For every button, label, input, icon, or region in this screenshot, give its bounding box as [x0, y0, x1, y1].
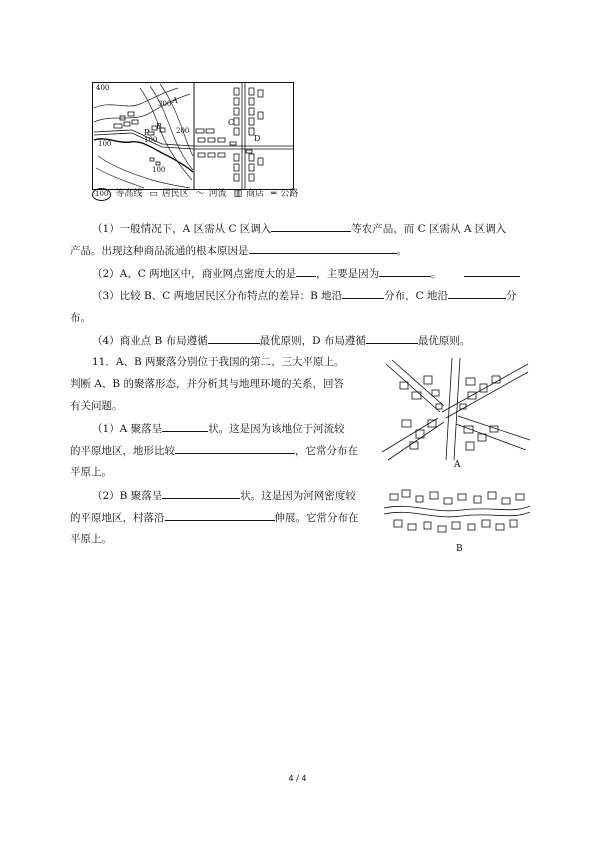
q11-part2-blank-2[interactable]: [165, 510, 275, 521]
q11-part1-blank-2[interactable]: [175, 443, 295, 454]
q10-part4-text-b: 最优原则，D 布局遵循: [259, 335, 366, 347]
q11-line2: 判断 A、B 的聚落形态，并分析其与地理环境的关系，回答: [70, 378, 344, 390]
q11-part2-line2: [70, 510, 359, 525]
map-label-c: C: [228, 118, 235, 127]
q10-part3-line1: [92, 288, 517, 303]
q11-part2-text-d: 伸展。它常分布在: [274, 512, 359, 524]
q11-part2-line1: [92, 488, 356, 503]
q10-part1-line1: [92, 221, 506, 236]
contour-label-200: 200: [176, 127, 190, 135]
q10-part4-text-c: 最优原则。: [417, 335, 471, 347]
q10-part2-line: [92, 266, 520, 281]
contour-label-400: 400: [96, 84, 110, 92]
page-number: 4 / 4: [288, 774, 307, 783]
legend-shop-label: 商店: [246, 189, 265, 199]
map-label-d: D: [254, 134, 261, 143]
q10-part3-text-b: 分布，C 地沿: [384, 290, 449, 302]
q11-part2-line3: 平原上。: [70, 533, 112, 545]
legend-contour-icon: 100: [92, 188, 111, 201]
legend-road-icon: ═: [270, 189, 277, 199]
q10-part1-line2: [70, 243, 407, 258]
q11-part1-line3: 平原上。: [70, 466, 112, 478]
contour-label-300: 300: [158, 100, 172, 108]
contour-label-100: 100: [98, 140, 112, 148]
legend-road-label: 公路: [280, 189, 299, 199]
contour-label-100: 100: [144, 136, 158, 144]
settlement-b-figure: [382, 484, 532, 554]
q11-part2-text-a: （2）B 聚落呈: [92, 490, 163, 502]
q10-part2-blank-1[interactable]: [296, 266, 316, 277]
q10-part3-text-d: 布。: [70, 312, 91, 324]
q11-part2-blank-1[interactable]: [162, 488, 240, 499]
q10-part2-text-a: （2）A、C 两地区中，商业网点密度大的是: [92, 268, 297, 280]
q10-part1-text-a: （1）一般情况下，A 区需从 C 区调入: [92, 223, 272, 235]
map-label-b: B: [156, 122, 162, 131]
legend-river-label: 河流: [208, 189, 227, 199]
map-legend: [92, 188, 302, 201]
q10-part3-text-a: （3）比较 B、C 两地居民区分布特点的差异：B 地沿: [92, 290, 343, 302]
q10-part2-blank-3[interactable]: [464, 266, 520, 277]
q11-part1-text-d: ，它常分布在: [295, 445, 358, 457]
q11-part1-text-b: 状。这是因为该地位于河流较: [208, 423, 345, 435]
map-label-a: A: [172, 96, 178, 105]
settlement-b-svg: [382, 484, 532, 546]
q11-line1: 11．A、B 两聚落分别位于我国的第二、三大平原上。: [92, 356, 345, 368]
settlement-a-label: A: [454, 460, 461, 470]
q10-part1-text-d: 。: [396, 245, 407, 257]
q11-part1-line1: [92, 421, 345, 436]
q10-part1-text-b: 等农产品，而 C 区需从 A 区调入: [351, 223, 507, 235]
q11-line3: 有关问题。: [70, 400, 123, 412]
settlement-map-figure: [92, 82, 294, 194]
legend-shop-icon: ▥: [233, 189, 243, 199]
legend-residential-label: 居民区: [161, 189, 189, 199]
settlement-map-svg: [92, 82, 294, 190]
q10-part4-blank-2[interactable]: [366, 333, 418, 344]
q10-part2-text-b: ，主要是因为: [316, 268, 380, 280]
legend-residential-icon: ▭: [149, 189, 158, 199]
q11-part1-text-c: 的平原地区，地形比较: [70, 445, 175, 457]
q10-part2-text-c: 。: [431, 268, 442, 280]
q10-part4-line: [92, 333, 470, 348]
q11-part1-blank-1[interactable]: [162, 421, 208, 432]
legend-river-icon: ～: [195, 189, 205, 199]
settlement-a-figure: [380, 356, 530, 468]
q10-part3-blank-1[interactable]: [342, 288, 384, 299]
q10-part3-blank-2[interactable]: [448, 288, 506, 299]
q10-part1-blank-2[interactable]: [249, 243, 397, 254]
q11-part2-text-b: 状。这是因为河网密度较: [240, 490, 356, 502]
q11-part1-text-a: （1）A 聚落呈: [92, 423, 163, 435]
settlement-a-svg: [380, 356, 530, 464]
q11-part2-text-c: 的平原地区，村落沿: [70, 512, 165, 524]
q10-part3-text-c: 分: [506, 290, 517, 302]
q10-part2-blank-2[interactable]: [379, 266, 431, 277]
q10-part1-text-c: 产品。出现这种商品流通的根本原因是: [70, 245, 249, 257]
q11-part1-line2: [70, 443, 358, 458]
q10-part4-text-a: （4）商业点 B 布局遵循: [92, 335, 208, 347]
contour-label-100: 100: [152, 166, 166, 174]
legend-contour-label: 等高线: [115, 189, 143, 199]
map-label-p: P: [144, 128, 150, 137]
q10-part4-blank-1[interactable]: [208, 333, 260, 344]
q10-part1-blank-1[interactable]: [271, 221, 351, 232]
q10-part3-line2: [70, 311, 91, 325]
settlement-b-label: B: [456, 544, 463, 554]
